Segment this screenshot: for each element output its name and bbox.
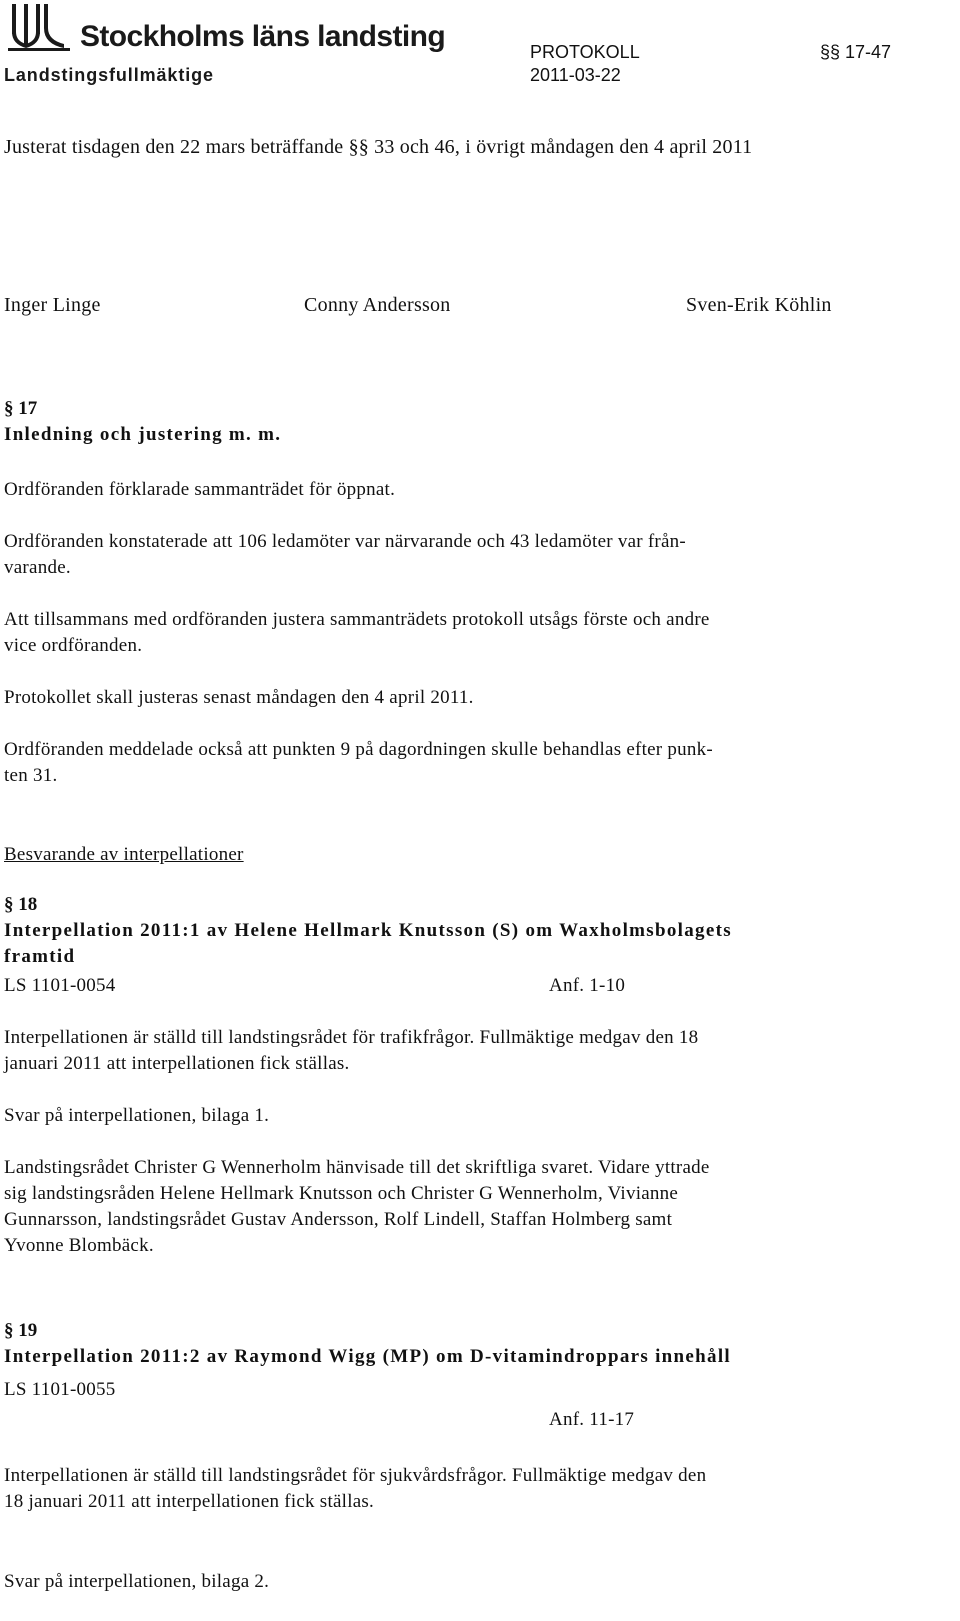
text-line: Protokollet skall justeras senast måndagen den 4 april 2011.: [4, 687, 474, 708]
paragraph-number: § 19: [4, 1320, 38, 1341]
speech-reference: Anf. 11-17: [549, 1409, 635, 1430]
document-paragraph-range: §§ 17-47: [820, 42, 892, 62]
document-type: PROTOKOLL: [530, 42, 640, 62]
paragraph-title: framtid: [4, 946, 76, 967]
document-date: 2011-03-22: [530, 65, 621, 85]
case-number: LS 1101-0055: [4, 1379, 116, 1400]
paragraph-title: Interpellation 2011:1 av Helene Hellmark Knutsson (S) om Waxholmsbolagets: [4, 920, 732, 941]
adjustment-note: Justerat tisdagen den 22 mars beträffande §§ 33 och 46, i övrigt måndagen den 4 april 2011: [4, 136, 753, 158]
speech-reference: Anf. 1-10: [549, 975, 626, 996]
paragraph-number: § 17: [4, 398, 38, 419]
signer-name: Inger Linge: [4, 294, 101, 316]
landsting-logo-icon: [8, 4, 76, 52]
text-line: sig landstingsråden Helene Hellmark Knutsson och Christer G Wennerholm, Vivianne: [4, 1183, 679, 1204]
paragraph-title: Interpellation 2011:2 av Raymond Wigg (MP) om D-vitamindroppars innehåll: [4, 1346, 731, 1367]
text-line: 18 januari 2011 att interpellationen fick ställas.: [4, 1491, 375, 1512]
text-line: Interpellationen är ställd till landstingsrådet för trafikfrågor. Fullmäktige medgav den 18: [4, 1027, 699, 1048]
signer-name: Sven-Erik Köhlin: [686, 294, 832, 316]
organization-unit: Landstingsfullmäktige: [4, 65, 214, 85]
organization-name: Stockholms läns landsting: [80, 20, 446, 53]
text-line: Ordföranden konstaterade att 106 ledamöter var närvarande och 43 ledamöter var från-: [4, 531, 687, 552]
text-line: vice ordföranden.: [4, 635, 143, 656]
text-line: Landstingsrådet Christer G Wennerholm hänvisade till det skriftliga svaret. Vidare yttrade: [4, 1157, 710, 1178]
section-heading: Besvarande av interpellationer: [4, 844, 244, 865]
signer-name: Conny Andersson: [304, 294, 451, 316]
text-line: Att tillsammans med ordföranden justera sammanträdets protokoll utsågs förste och andre: [4, 609, 710, 630]
paragraph-title: Inledning och justering m. m.: [4, 424, 282, 445]
case-number: LS 1101-0054: [4, 975, 116, 996]
text-line: varande.: [4, 557, 71, 578]
text-line: Svar på interpellationen, bilaga 1.: [4, 1105, 270, 1126]
text-line: ten 31.: [4, 765, 58, 786]
text-line: Gunnarsson, landstingsrådet Gustav Andersson, Rolf Lindell, Staffan Holmberg samt: [4, 1209, 673, 1230]
text-line: Svar på interpellationen, bilaga 2.: [4, 1571, 270, 1592]
text-line: Yvonne Blombäck.: [4, 1235, 154, 1256]
text-line: Interpellationen är ställd till landstingsrådet för sjukvårdsfrågor. Fullmäktige medgav den: [4, 1465, 707, 1486]
paragraph-number: § 18: [4, 894, 38, 915]
text-line: Ordföranden meddelade också att punkten 9 på dagordningen skulle behandlas efter punk-: [4, 739, 713, 760]
text-line: januari 2011 att interpellationen fick ställas.: [4, 1053, 350, 1074]
text-line: Ordföranden förklarade sammanträdet för öppnat.: [4, 479, 396, 500]
